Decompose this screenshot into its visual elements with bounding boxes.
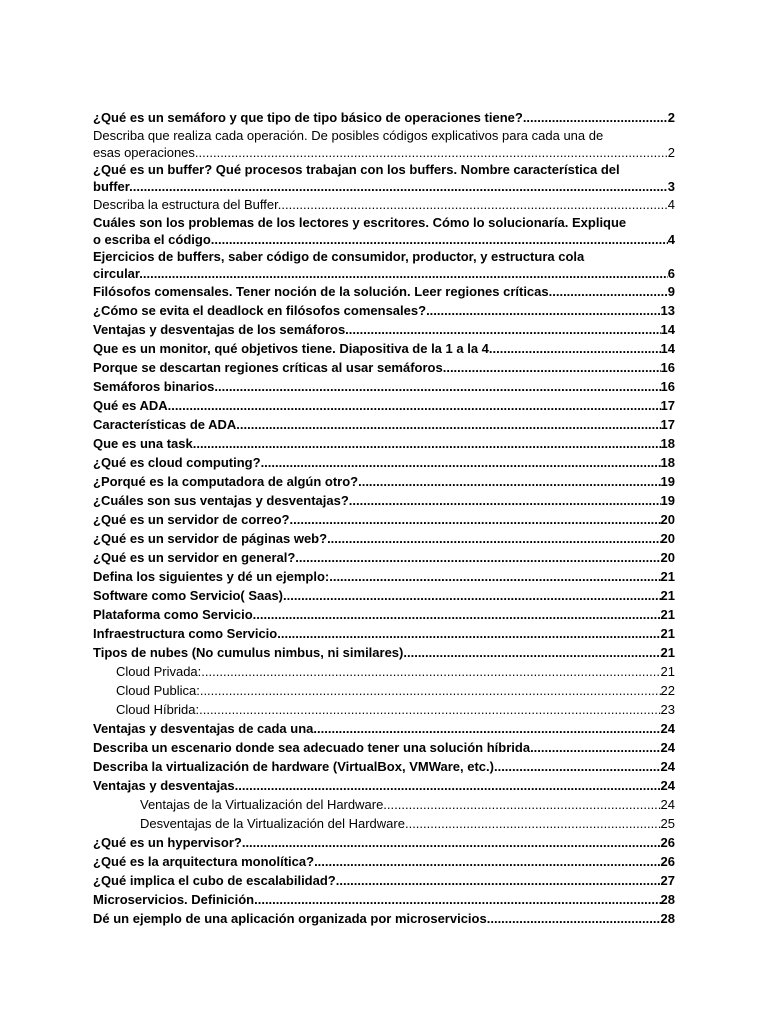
toc-entry[interactable] [93, 358, 675, 377]
page-number: 21 [660, 626, 675, 641]
toc-entry[interactable] [93, 871, 675, 890]
dot-leader [195, 144, 668, 161]
toc-entry[interactable] [93, 282, 675, 301]
toc-entry[interactable] [93, 548, 675, 567]
table-of-contents [93, 108, 675, 928]
dot-leader [254, 890, 660, 909]
page-number: 18 [660, 455, 675, 470]
page-number: 16 [660, 379, 675, 394]
toc-entry[interactable] [93, 301, 675, 320]
dot-leader [349, 320, 661, 339]
toc-entry-text: circular. [93, 266, 143, 281]
toc-entry-text: Qué es ADA [93, 398, 168, 413]
dot-leader [242, 833, 661, 852]
page-number: 20 [660, 550, 675, 565]
toc-entry-text: buffer. [93, 179, 133, 194]
dot-leader [530, 738, 660, 757]
toc-entry-text: Ventajas y desventajas [93, 778, 235, 793]
toc-entry-text: Ejercicios de buffers, saber código de consumidor, productor, y estructura cola [93, 249, 585, 264]
page-number: 24 [660, 740, 675, 755]
toc-entry-text: ¿Qué es la arquitectura monolítica? [93, 854, 315, 869]
page-number: 24 [660, 778, 675, 793]
page-number: 21 [660, 607, 675, 622]
toc-entry[interactable] [93, 161, 675, 195]
toc-entry-text: ¿Qué es un semáforo y que tipo de tipo básico de operaciones tiene? [93, 110, 523, 125]
toc-entry[interactable] [93, 605, 675, 624]
dot-leader [235, 776, 661, 795]
dot-leader [295, 548, 660, 567]
dot-leader [214, 377, 660, 396]
dot-leader [426, 301, 660, 320]
dot-leader [277, 624, 660, 643]
toc-entry[interactable] [93, 814, 675, 833]
dot-leader [383, 795, 660, 814]
dot-leader [240, 415, 661, 434]
dot-leader [498, 757, 661, 776]
page-number: 18 [660, 436, 675, 451]
toc-entry[interactable] [93, 108, 675, 127]
toc-entry-text: Filósofos comensales. Tener noción de la solución. Leer regiones críticas [93, 284, 549, 299]
dot-leader [261, 453, 661, 472]
page-number: 21 [660, 645, 675, 660]
page-number: 20 [660, 531, 675, 546]
page-number: 4 [667, 197, 675, 212]
dot-leader [317, 719, 661, 738]
toc-entry-text: Tipos de nubes (No cumulus nimbus, ni similares) [93, 645, 404, 660]
toc-entry-text: ¿Qué es un servidor de correo? [93, 512, 290, 527]
toc-entry[interactable] [93, 491, 675, 510]
toc-entry[interactable] [93, 776, 675, 795]
toc-entry[interactable] [93, 320, 675, 339]
toc-entry[interactable] [93, 415, 675, 434]
toc-entry[interactable] [93, 396, 675, 415]
page-number: 21 [660, 664, 675, 679]
toc-entry-text: Describa la estructura del Buffer. [93, 197, 282, 212]
toc-entry[interactable] [93, 909, 675, 928]
toc-entry[interactable] [93, 214, 675, 248]
toc-entry-text: Microservicios. Definición [93, 892, 255, 907]
toc-entry-text: ¿Qué implica el cubo de escalabilidad? [93, 873, 336, 888]
toc-entry[interactable] [93, 852, 675, 871]
toc-entry-text: Cuáles son los problemas de los lectores y escritores. Cómo lo solucionaría. Explique [93, 215, 627, 230]
toc-entry[interactable] [93, 510, 675, 529]
toc-entry-text: ¿Cómo se evita el deadlock en filósofos comensales? [93, 303, 427, 318]
toc-entry-text: Ventajas de la Virtualización del Hardware [140, 797, 384, 812]
page-number: 26 [660, 854, 675, 869]
page-number: 19 [660, 474, 675, 489]
toc-entry-text: Describa la virtualización de hardware (VirtualBox, VMWare, etc.). [93, 759, 498, 774]
toc-entry[interactable] [93, 757, 675, 776]
dot-leader [405, 814, 661, 833]
toc-entry-text: ¿Qué es un hypervisor? [93, 835, 242, 850]
page-number: 26 [660, 835, 675, 850]
dot-leader [493, 339, 661, 358]
page-number: 6 [667, 266, 675, 281]
page-number: 25 [660, 816, 675, 831]
page-number: 17 [660, 417, 675, 432]
dot-leader [199, 700, 660, 719]
page-number: 3 [667, 179, 675, 194]
toc-entry-text: ¿Qué es un servidor en general? [93, 550, 296, 565]
page-number: 22 [660, 683, 675, 698]
toc-entry[interactable] [93, 339, 675, 358]
page-number: 17 [660, 398, 675, 413]
page-number: 21 [660, 588, 675, 603]
page-number: 24 [660, 797, 675, 812]
toc-entry[interactable] [93, 377, 675, 396]
dot-leader [336, 871, 661, 890]
toc-entry[interactable] [93, 833, 675, 852]
dot-leader [143, 265, 668, 282]
dot-leader [290, 510, 661, 529]
toc-entry-text: Características de ADA. [93, 417, 240, 432]
toc-entry-text: Dé un ejemplo de una aplicación organizada por microservicios. [93, 911, 491, 926]
toc-entry-text: Ventajas y desventajas de los semáforos. [93, 322, 349, 337]
dot-leader [253, 605, 661, 624]
dot-leader [349, 491, 661, 510]
toc-entry[interactable] [93, 472, 675, 491]
dot-leader [329, 567, 660, 586]
toc-entry-text: Software como Servicio( Saas) [93, 588, 284, 603]
toc-entry-text: ¿Qué es un buffer? Qué procesos trabajan con los buffers. Nombre característica del [93, 162, 620, 177]
toc-entry[interactable] [93, 700, 675, 719]
page-number: 24 [660, 721, 675, 736]
toc-entry-text: Describa que realiza cada operación. De posibles códigos explicativos para cada una de [93, 128, 604, 143]
toc-entry-text: Infraestructura como Servicio [93, 626, 278, 641]
dot-leader [133, 178, 668, 195]
page-number: 23 [660, 702, 675, 717]
toc-entry-text: Describa un escenario donde sea adecuado tener una solución híbrida [93, 740, 531, 755]
toc-entry[interactable] [93, 890, 675, 909]
toc-entry[interactable] [93, 529, 675, 548]
page-number: 16 [660, 360, 675, 375]
toc-entry-text: Desventajas de la Virtualización del Hardware [140, 816, 405, 831]
toc-entry[interactable] [93, 719, 675, 738]
page-number: 28 [660, 892, 675, 907]
page-number: 14 [660, 322, 675, 337]
dot-leader [201, 662, 660, 681]
toc-entry-text: Que es un monitor, qué objetivos tiene. Diapositiva de la 1 a la 4. [93, 341, 493, 356]
toc-entry-text: ¿Qué es un servidor de páginas web? [93, 531, 328, 546]
toc-entry[interactable] [93, 195, 675, 214]
dot-leader [490, 909, 660, 928]
toc-entry[interactable] [93, 453, 675, 472]
dot-leader [549, 282, 668, 301]
page-number: 21 [660, 569, 675, 584]
toc-entry[interactable] [93, 662, 675, 681]
toc-entry[interactable] [93, 643, 675, 662]
toc-entry[interactable] [93, 248, 675, 282]
page-number: 19 [660, 493, 675, 508]
toc-entry[interactable] [93, 567, 675, 586]
page-number: 13 [660, 303, 675, 318]
dot-leader [403, 643, 660, 662]
toc-entry-text: ¿Porqué es la computadora de algún otro? [93, 474, 359, 489]
dot-leader [193, 434, 661, 453]
toc-entry-text: Porque se descartan regiones críticas al usar semáforos [93, 360, 443, 375]
dot-leader [168, 396, 661, 415]
toc-entry-text: Plataforma como Servicio [93, 607, 253, 622]
toc-entry[interactable] [93, 795, 675, 814]
page-number: 20 [660, 512, 675, 527]
dot-leader [283, 586, 661, 605]
toc-entry-text: Defina los siguientes y dé un ejemplo: [93, 569, 330, 584]
toc-entry[interactable] [93, 738, 675, 757]
toc-entry[interactable] [93, 586, 675, 605]
dot-leader [200, 681, 661, 700]
page-number: 24 [660, 759, 675, 774]
page-number: 14 [660, 341, 675, 356]
toc-entry-text: Cloud Privada: [116, 664, 202, 679]
dot-leader [327, 529, 660, 548]
toc-entry-text: Ventajas y desventajas de cada una. [93, 721, 318, 736]
toc-entry-text: Cloud Publica: [116, 683, 200, 698]
dot-leader [358, 472, 660, 491]
toc-entry-text: Cloud Híbrida: [116, 702, 200, 717]
toc-entry-text: ¿Cuáles son sus ventajas y desventajas? [93, 493, 349, 508]
toc-entry[interactable] [93, 624, 675, 643]
page-number: 2 [667, 145, 675, 160]
page-number: 9 [667, 284, 675, 299]
page-number: 4 [667, 232, 675, 247]
toc-entry-text: Que es una task [93, 436, 193, 451]
toc-entry[interactable] [93, 127, 675, 161]
toc-entry-text: ¿Qué es cloud computing? [93, 455, 261, 470]
dot-leader [281, 195, 667, 214]
toc-entry-text: esas operaciones [93, 145, 195, 160]
dot-leader [314, 852, 660, 871]
page-number: 27 [660, 873, 675, 888]
toc-entry[interactable] [93, 681, 675, 700]
page-number: 28 [660, 911, 675, 926]
toc-entry-text: o escriba el código. [93, 232, 215, 247]
dot-leader [523, 108, 668, 127]
toc-entry[interactable] [93, 434, 675, 453]
toc-entry-text: Semáforos binarios [93, 379, 215, 394]
page-number: 2 [667, 110, 675, 125]
dot-leader [214, 231, 667, 248]
dot-leader [443, 358, 661, 377]
